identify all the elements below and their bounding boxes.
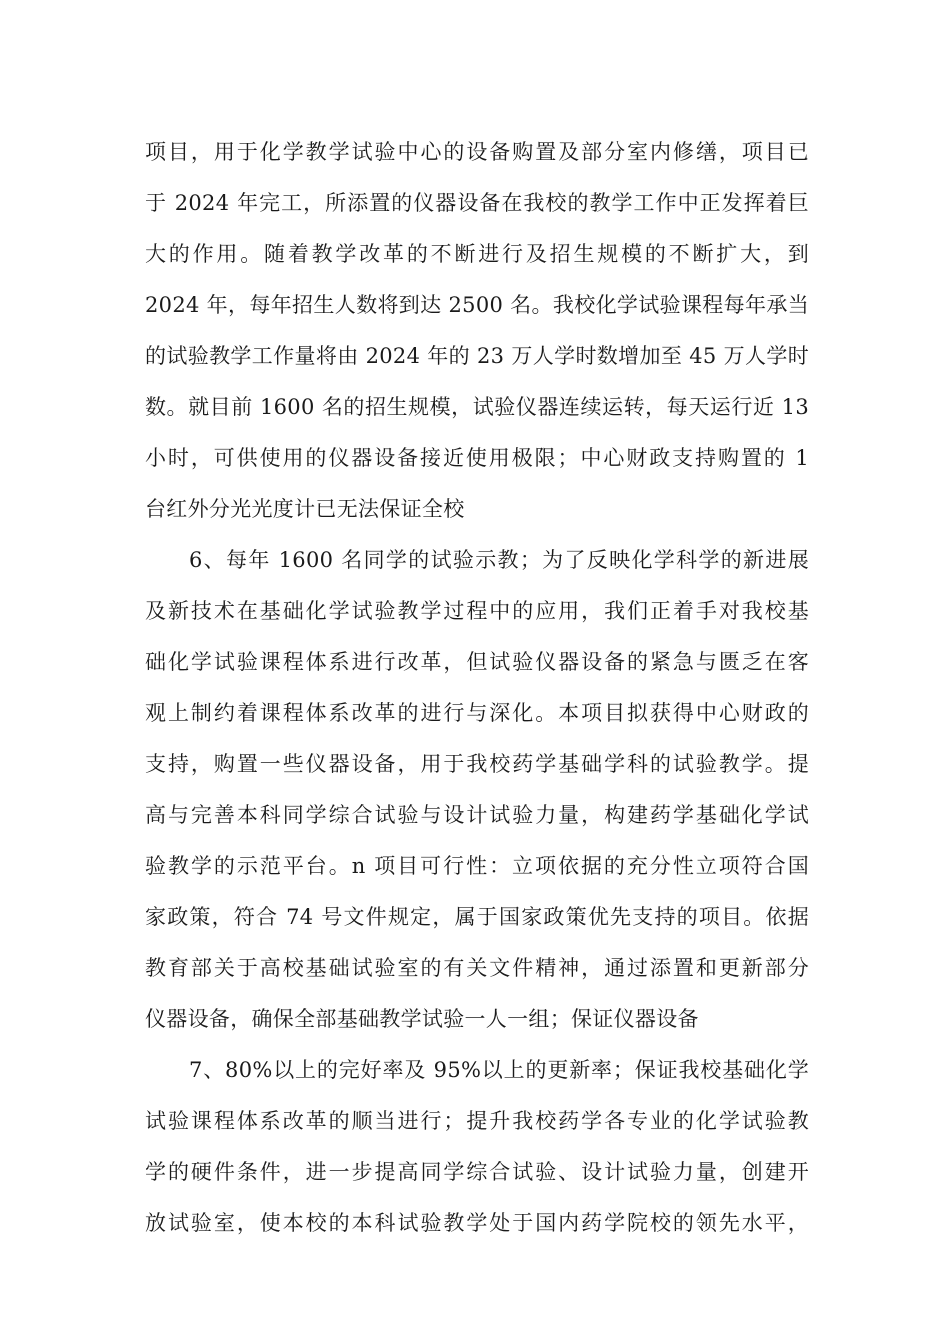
text-line: 大的作用。随着教学改革的不断进行及招生规模的不断扩大，到: [145, 242, 809, 266]
text-line: 2024 年，每年招生人数将到达 2500 名。我校化学试验课程每年承当: [145, 293, 809, 317]
document-body: [145, 132, 809, 1254]
text-line: 于 2024 年完工，所添置的仪器设备在我校的教学工作中正发挥着巨: [145, 191, 809, 215]
text-line: 支持，购置一些仪器设备，用于我校药学基础学科的试验教学。提: [145, 752, 809, 776]
text-line: 的试验教学工作量将由 2024 年的 23 万人学时数增加至 45 万人学时: [145, 344, 809, 368]
text-line: 放试验室，使本校的本科试验教学处于国内药学院校的领先水平，: [145, 1211, 809, 1235]
text-line: 仪器设备，确保全部基础教学试验一人一组；保证仪器设备: [145, 1007, 699, 1031]
text-line: 验教学的示范平台。n 项目可行性：立项依据的充分性立项符合国: [145, 854, 809, 878]
text-line: 教育部关于高校基础试验室的有关文件精神，通过添置和更新部分: [145, 956, 809, 980]
text-line: 试验课程体系改革的顺当进行；提升我校药学各专业的化学试验教: [145, 1109, 809, 1133]
paragraph-first-line: 6、每年 1600 名同学的试验示教；为了反映化学科学的新进展: [189, 548, 809, 572]
text-line: 家政策，符合 74 号文件规定，属于国家政策优先支持的项目。依据: [145, 905, 809, 929]
text-line: 小时，可供使用的仪器设备接近使用极限；中心财政支持购置的 1: [145, 446, 809, 470]
text-line: 台红外分光光度计已无法保证全校: [145, 497, 465, 521]
text-line: 项目，用于化学教学试验中心的设备购置及部分室内修缮，项目已: [145, 140, 809, 164]
text-line: 数。就目前 1600 名的招生规模，试验仪器连续运转，每天运行近 13: [145, 395, 809, 419]
text-line: 高与完善本科同学综合试验与设计试验力量，构建药学基础化学试: [145, 803, 809, 827]
text-line: 础化学试验课程体系进行改革，但试验仪器设备的紧急与匮乏在客: [145, 650, 809, 674]
text-line: 学的硬件条件，进一步提高同学综合试验、设计试验力量，创建开: [145, 1160, 809, 1184]
paragraph-first-line: 7、80%以上的完好率及 95%以上的更新率；保证我校基础化学: [189, 1058, 809, 1082]
text-line: 观上制约着课程体系改革的进行与深化。本项目拟获得中心财政的: [145, 701, 809, 725]
text-line: 及新技术在基础化学试验教学过程中的应用，我们正着手对我校基: [145, 599, 809, 623]
